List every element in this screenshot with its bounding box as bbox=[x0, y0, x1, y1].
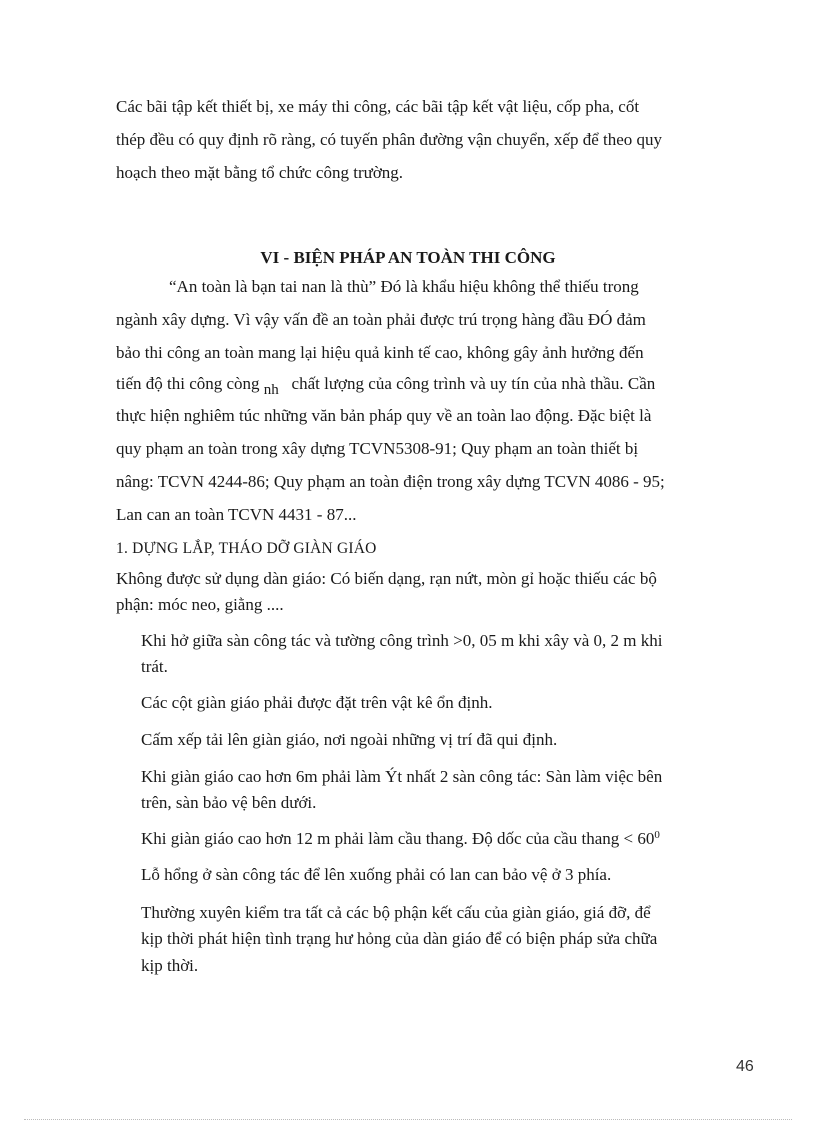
rule-3: Cấm xếp tải lên giàn giáo, nơi ngoài những vị trí đã qui định. bbox=[141, 730, 558, 749]
safety-line-4-part-a: tiến độ thi công còng bbox=[116, 374, 260, 393]
section-heading: VI - BIỆN PHÁP AN TOÀN THI CÔNG bbox=[260, 248, 556, 267]
subsection-heading: 1. DỰNG LẮP, THÁO DỠ GIÀN GIÁO bbox=[116, 540, 377, 557]
rule-1-line-1: Khi hở giữa sàn công tác và tường công trình >0, 05 m khi xây và 0, 2 m khi bbox=[141, 631, 663, 650]
safety-line-4-subscript: nh bbox=[263, 382, 279, 398]
rule-7-line-1: Thường xuyên kiểm tra tất cả các bộ phận kết cấu của giàn giáo, giá đỡ, để bbox=[141, 903, 651, 922]
safety-line-1: “An toàn là bạn tai nan là thù” Đó là khẩu hiệu không thể thiếu trong bbox=[169, 277, 639, 296]
safety-line-3: bảo thi công an toàn mang lại hiệu quả kinh tế cao, không gây ảnh hưởng đến bbox=[116, 343, 644, 362]
rule-4-line-1: Khi giàn giáo cao hơn 6m phải làm Ýt nhất 2 sàn công tác: Sàn làm việc bên bbox=[141, 767, 663, 786]
intro-line-2: thép đều có quy định rõ ràng, có tuyến phân đường vận chuyển, xếp để theo quy bbox=[116, 130, 663, 149]
safety-line-2: ngành xây dựng. Vì vậy vấn đề an toàn phải được trú trọng hàng đầu ĐÓ đảm bbox=[116, 310, 646, 329]
rule-6: Lỗ hổng ở sàn công tác để lên xuống phải có lan can bảo vệ ở 3 phía. bbox=[141, 865, 612, 884]
safety-line-7: nâng: TCVN 4244-86; Quy phạm an toàn điện trong xây dựng TCVN 4086 - 95; bbox=[116, 472, 665, 491]
scaffold-intro-line-1: Không được sử dụng dàn giáo: Có biến dạng, rạn nứt, mòn gỉ hoặc thiếu các bộ bbox=[116, 569, 657, 588]
rule-7-line-2: kịp thời phát hiện tình trạng hư hỏng của dàn giáo để có biện pháp sửa chữa bbox=[141, 929, 658, 948]
safety-line-5: thực hiện nghiêm túc những văn bản pháp quy về an toàn lao động. Đặc biệt là bbox=[116, 406, 652, 425]
rule-5-text: Khi giàn giáo cao hơn 12 m phải làm cầu thang. Độ dốc của cầu thang < 60 bbox=[141, 829, 655, 848]
safety-line-4 bbox=[116, 373, 655, 396]
rule-2: Các cột giàn giáo phải được đặt trên vật kê ổn định. bbox=[141, 693, 493, 712]
scaffold-intro-line-2: phận: móc neo, giằng .... bbox=[116, 595, 284, 614]
rule-4-line-2: trên, sàn bảo vệ bên dưới. bbox=[141, 793, 317, 812]
footer-divider bbox=[24, 1119, 792, 1120]
intro-line-3: hoạch theo mặt bằng tổ chức công trường. bbox=[116, 163, 404, 182]
intro-line-1: Các bãi tập kết thiết bị, xe máy thi công, các bãi tập kết vật liệu, cốp pha, cốt bbox=[116, 97, 640, 116]
rule-7-line-3: kịp thời. bbox=[141, 956, 199, 975]
rule-5 bbox=[141, 828, 660, 850]
page-number: 46 bbox=[736, 1058, 754, 1075]
rule-1-line-2: trát. bbox=[141, 657, 168, 676]
safety-line-6: quy phạm an toàn trong xây dựng TCVN5308-91; Quy phạm an toàn thiết bị bbox=[116, 439, 639, 458]
safety-line-8: Lan can an toàn TCVN 4431 - 87... bbox=[116, 505, 357, 524]
safety-line-4-part-b: chất lượng của công trình và uy tín của nhà thầu. Cần bbox=[291, 374, 656, 393]
rule-5-degree-superscript: 0 bbox=[654, 829, 660, 841]
